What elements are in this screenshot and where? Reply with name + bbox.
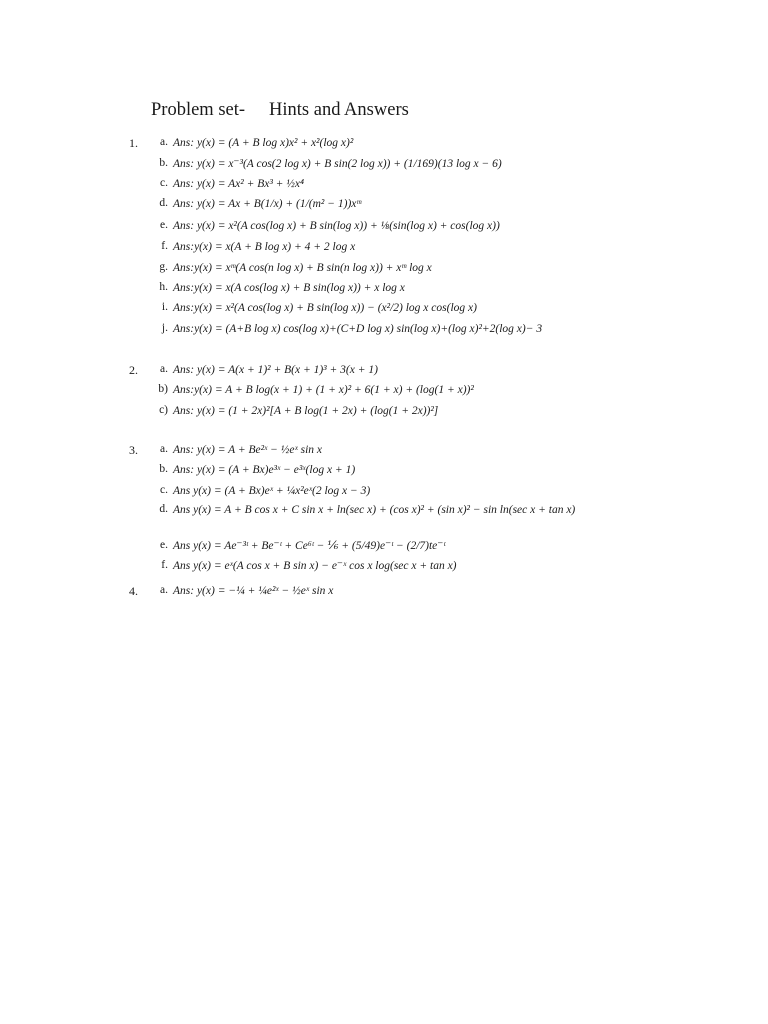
item-text: Ans:y(x) = x(A cos(log x) + B sin(log x)) + x log x: [173, 282, 405, 294]
title-right: Hints and Answers: [269, 100, 409, 120]
answer-item: [150, 322, 620, 356]
problem-number: 4.: [129, 584, 138, 598]
answer-item: [150, 157, 620, 177]
item-text: Ans: y(x) = (A + B log x)x² + x²(log x)²: [173, 137, 354, 149]
answer-item: [150, 443, 620, 463]
item-label: e.: [160, 539, 168, 551]
answer-item: [150, 177, 620, 197]
item-label: g.: [159, 261, 168, 273]
item-label: a.: [160, 136, 168, 148]
answer-item: [150, 503, 620, 537]
item-label: a.: [160, 443, 168, 455]
item-label: e.: [160, 219, 168, 231]
answer-item: [150, 281, 620, 301]
item-text: Ans: y(x) = (A + Bx)e³ˣ − e³ˣ(log x + 1): [173, 464, 356, 476]
item-text: Ans: y(x) = x⁻³(A cos(2 log x) + B sin(2 log x)) + (1/169)(13 log x − 6): [173, 158, 502, 170]
answer-item: [150, 383, 620, 403]
item-label: d.: [159, 503, 168, 515]
item-label: f.: [161, 559, 168, 571]
answer-item: [150, 363, 620, 383]
item-text: Ans: y(x) = x²(A cos(log x) + B sin(log x)) + ⅛(sin(log x) + cos(log x)): [173, 220, 500, 232]
problem-number: 1.: [129, 136, 138, 150]
answer-item: [150, 219, 620, 239]
item-text: Ans: y(x) = Ax² + Bx³ + ½x⁴: [173, 178, 305, 190]
item-text: Ans:y(x) = xᵐ(A cos(n log x) + B sin(n log x)) + xᵐ log x: [173, 262, 432, 274]
item-label: j.: [161, 322, 168, 334]
answer-item: [150, 584, 620, 604]
title-left: Problem set-: [151, 100, 246, 120]
item-label: i.: [161, 301, 168, 313]
answer-item: [150, 463, 620, 483]
item-text: Ans y(x) = Ae⁻³ᵗ + Be⁻ᵗ + Ce⁶ᵗ − ⅙ + (5/49)e⁻ᵗ − (2/7)te⁻ᵗ: [173, 540, 446, 552]
answer-item: [150, 136, 620, 156]
problem-number: 3.: [129, 443, 138, 457]
item-label: b): [158, 383, 168, 395]
answer-item: [150, 404, 620, 424]
item-text: Ans y(x) = (A + Bx)eˣ + ¼x²eˣ(2 log x − 3): [173, 485, 371, 497]
answer-item: [150, 261, 620, 281]
item-text: Ans:y(x) = A + B log(x + 1) + (1 + x)² + 6(1 + x) + (log(1 + x))²: [173, 384, 474, 396]
item-text: Ans y(x) = A + B cos x + C sin x + ln(sec x) + (cos x)² + (sin x)² − sin ln(sec x + tan x): [173, 504, 576, 516]
item-label: b.: [159, 463, 168, 475]
item-text: Ans:y(x) = x(A + B log x) + 4 + 2 log x: [173, 241, 356, 253]
answer-item: [150, 240, 620, 260]
item-label: d.: [159, 197, 168, 209]
item-text: Ans:y(x) = (A+B log x) cos(log x)+(C+D log x) sin(log x)+(log x)²+2(log x)− 3: [173, 323, 543, 335]
item-label: c): [159, 404, 168, 416]
item-label: a.: [160, 584, 168, 596]
item-text: Ans:y(x) = x²(A cos(log x) + B sin(log x)) − (x²/2) log x cos(log x): [173, 302, 477, 314]
item-text: Ans: y(x) = A(x + 1)² + B(x + 1)³ + 3(x + 1): [173, 364, 378, 376]
answer-item: [150, 559, 620, 579]
answer-item: [150, 484, 620, 504]
item-label: a.: [160, 363, 168, 375]
item-text: Ans: y(x) = A + Be²ˣ − ½eˣ sin x: [173, 444, 323, 456]
page-title: [151, 100, 409, 121]
item-text: Ans: y(x) = (1 + 2x)²[A + B log(1 + 2x) + (log(1 + 2x))²]: [173, 405, 439, 417]
answer-item: [150, 197, 620, 217]
item-label: c.: [160, 177, 168, 189]
item-label: c.: [160, 484, 168, 496]
problem-number: 2.: [129, 363, 138, 377]
item-label: f.: [161, 240, 168, 252]
answer-item: [150, 539, 620, 559]
item-text: Ans y(x) = eˣ(A cos x + B sin x) − e⁻ˣ cos x log(sec x + tan x): [173, 560, 457, 572]
item-label: b.: [159, 157, 168, 169]
item-label: h.: [159, 281, 168, 293]
item-text: Ans: y(x) = −¼ + ¼e²ˣ − ½eˣ sin x: [173, 585, 334, 597]
answer-item: [150, 301, 620, 321]
item-text: Ans: y(x) = Ax + B(1/x) + (1/(m² − 1))xᵐ: [173, 198, 362, 210]
